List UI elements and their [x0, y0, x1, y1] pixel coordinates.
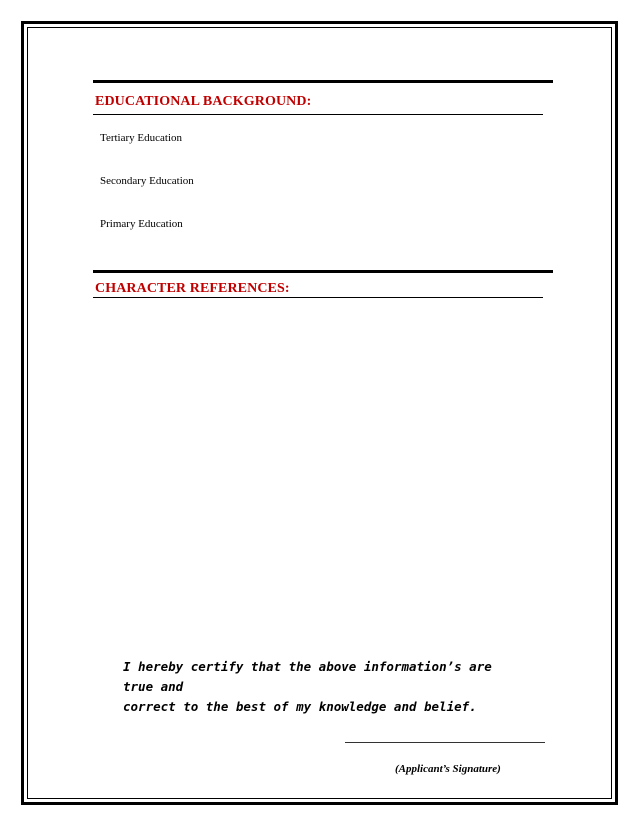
signature-line: [345, 742, 545, 743]
certification-line-1: I hereby certify that the above information’s are true and: [123, 659, 492, 694]
education-title: EDUCATIONAL BACKGROUND:: [95, 94, 312, 109]
references-title: CHARACTER REFERENCES:: [95, 281, 290, 296]
education-item-primary: Primary Education: [100, 218, 183, 230]
signature-label: (Applicant’s Signature): [395, 763, 501, 775]
education-underline: [93, 114, 543, 115]
references-underline: [93, 297, 543, 298]
references-top-rule: [93, 270, 553, 273]
education-item-secondary: Secondary Education: [100, 175, 194, 187]
certification-line-2: correct to the best of my knowledge and belief.: [123, 699, 477, 714]
education-top-rule: [93, 80, 553, 83]
certification-statement: [123, 657, 523, 717]
education-item-tertiary: Tertiary Education: [100, 132, 183, 144]
